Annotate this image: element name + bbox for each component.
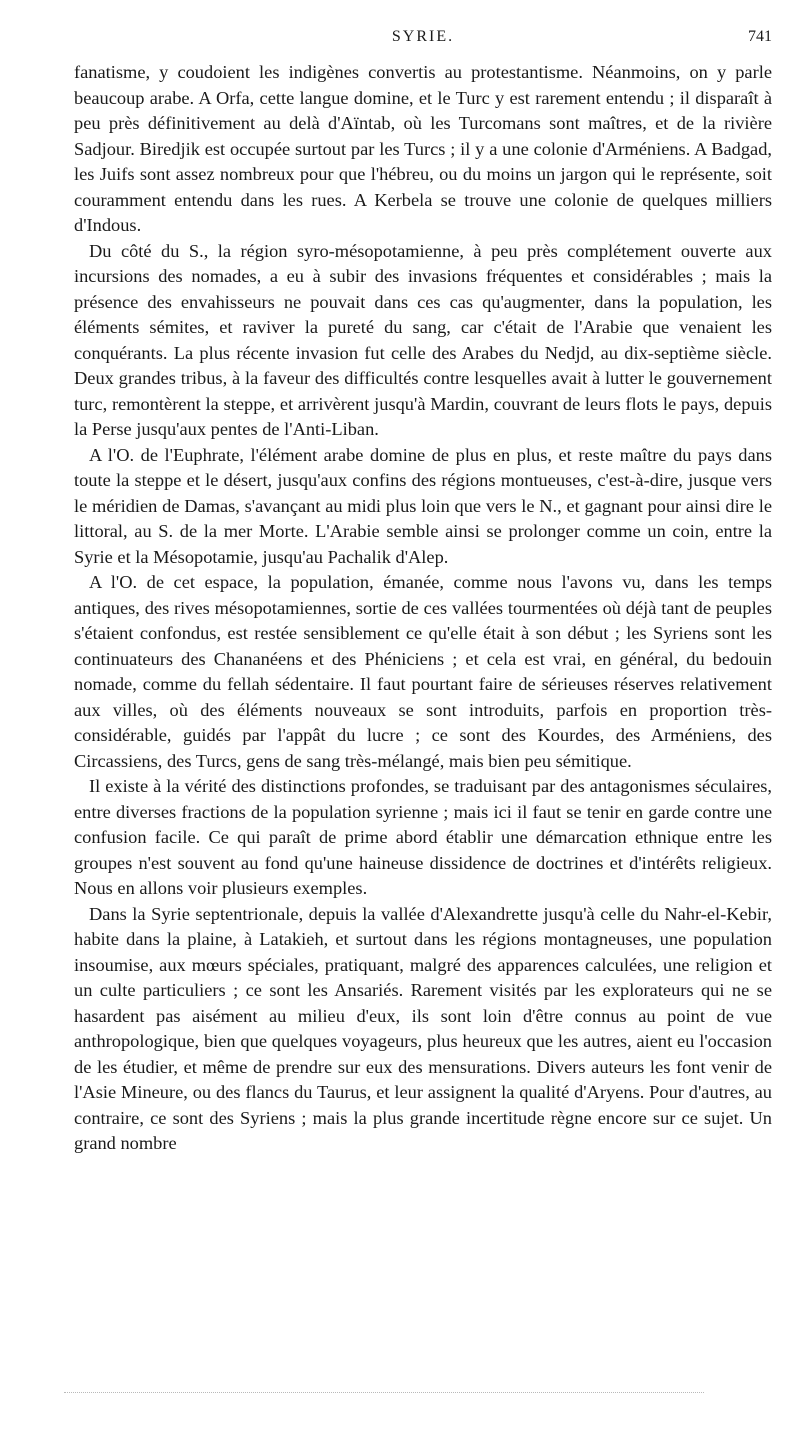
- running-head: [74, 28, 772, 54]
- paragraph-west-euphrates: A l'O. de l'Euphrate, l'élément arabe domine de plus en plus, et reste maître du pays dans toute la steppe et le désert, jusqu'aux confins des régions montueuses, c'est-à-dire, jusque vers le méridien de Damas, s'avançant au midi plus loin que vers le N., et gagnant pour ainsi dire le littoral, au S. de la mer Morte. L'Arabie semble ainsi se prolonger comme un coin, entre la Syrie et la Mésopotamie, jusqu'au Pachalik d'Alep.: [74, 444, 772, 567]
- running-title: SYRIE.: [391, 28, 455, 45]
- paragraph-distinctions: Il existe à la vérité des distinctions profondes, se traduisant par des antagonismes séculaires, entre diverses fractions de la population syrienne ; mais ici il faut se tenir en garde contre une confusion facile. Ce qui paraît de prime abord établir une démarcation ethnique entre les groupes n'est souvent au fond qu'une haineuse dissidence de doctrines et d'intérêts religieux. Nous en allons voir plusieurs exemples.: [74, 776, 772, 898]
- book-page: [74, 28, 772, 1157]
- body-text: [74, 60, 772, 1157]
- paragraph-syrian-population: A l'O. de cet espace, la population, émanée, comme nous l'avons vu, dans les temps antiques, des rives mésopotamiennes, sortie de ces vallées tourmentées où déjà tant de peuples s'étaient confondus, est restée sensiblement ce qu'elle était à son début ; les Syriens sont les continuateurs des Chananéens et des Phéniciens ; et cela est vrai, en général, du bedouin nomade, comme du fellah sédentaire. Il faut pourtant faire de sérieuses réserves relativement aux villes, où des éléments nouveaux se sont introduits, parfois en proportion très-considérable, guidés par l'appât du lucre ; ce sont des Kourdes, des Arméniens, des Circassiens, des Turcs, gens de sang très-mélangé, mais bien peu sémitique.: [74, 572, 772, 771]
- paragraph-continued: fanatisme, y coudoient les indigènes convertis au protestantisme. Néanmoins, on y parle beaucoup arabe. A Orfa, cette langue domine, et le Turc y est rarement entendu ; il disparaît à peu près définitivement au delà d'Aïntab, où les Turcomans sont maîtres, et de la rivière Sadjour. Biredjik est occupée surtout par les Turcs ; il y a une colonie d'Arméniens. A Badgad, les Juifs sont assez nombreux pour que l'hébreu, ou du moins un jargon qui le représente, soit couramment entendu dans les rues. A Kerbela se trouve une colonie de quelques milliers d'Indous.: [74, 62, 772, 235]
- footer-divider: [64, 1392, 704, 1393]
- paragraph-south-invasions: Du côté du S., la région syro-mésopotamienne, à peu près complétement ouverte aux incursions des nomades, a eu à subir des invasions fréquentes et considérables ; mais la présence des envahisseurs ne pouvait dans ces cas qu'augmenter, dans la population, les éléments sémites, et raviver la pureté du sang, car c'était de l'Arabie que venaient les conquérants. La plus récente invasion fut celle des Arabes du Nedjd, au dix-septième siècle. Deux grandes tribus, à la faveur des difficultés contre lesquelles avait à lutter le gouvernement turc, remontèrent la steppe, et arrivèrent jusqu'à Mardin, couvrant de leurs flots le pays, depuis la Perse jusqu'aux pentes de l'Anti-Liban.: [74, 240, 772, 439]
- page-number: 741: [748, 28, 772, 45]
- paragraph-ansaries: Dans la Syrie septentrionale, depuis la vallée d'Alexandrette jusqu'à celle du Nahr-el-Kebir, habite dans la plaine, à Latakieh, et surtout dans les régions montagneuses, une population insoumise, aux mœurs spéciales, pratiquant, malgré des apparences calculées, une religion et un culte particuliers ; ce sont les Ansariés. Rarement visités par les explorateurs qui ne se hasardent pas aisément au milieu d'eux, ils sont loin d'être connus au point de vue anthropologique, bien que quelques voyageurs, plus heureux que les autres, aient eu l'occasion de les étudier, et même de prendre sur eux des mensurations. Divers auteurs les font venir de l'Asie Mineure, ou des flancs du Taurus, et leur assignent la qualité d'Aryens. Pour d'autres, au contraire, ce sont des Syriens ; mais la plus grande incertitude règne encore sur ce sujet. Un grand nombre: [74, 903, 772, 1153]
